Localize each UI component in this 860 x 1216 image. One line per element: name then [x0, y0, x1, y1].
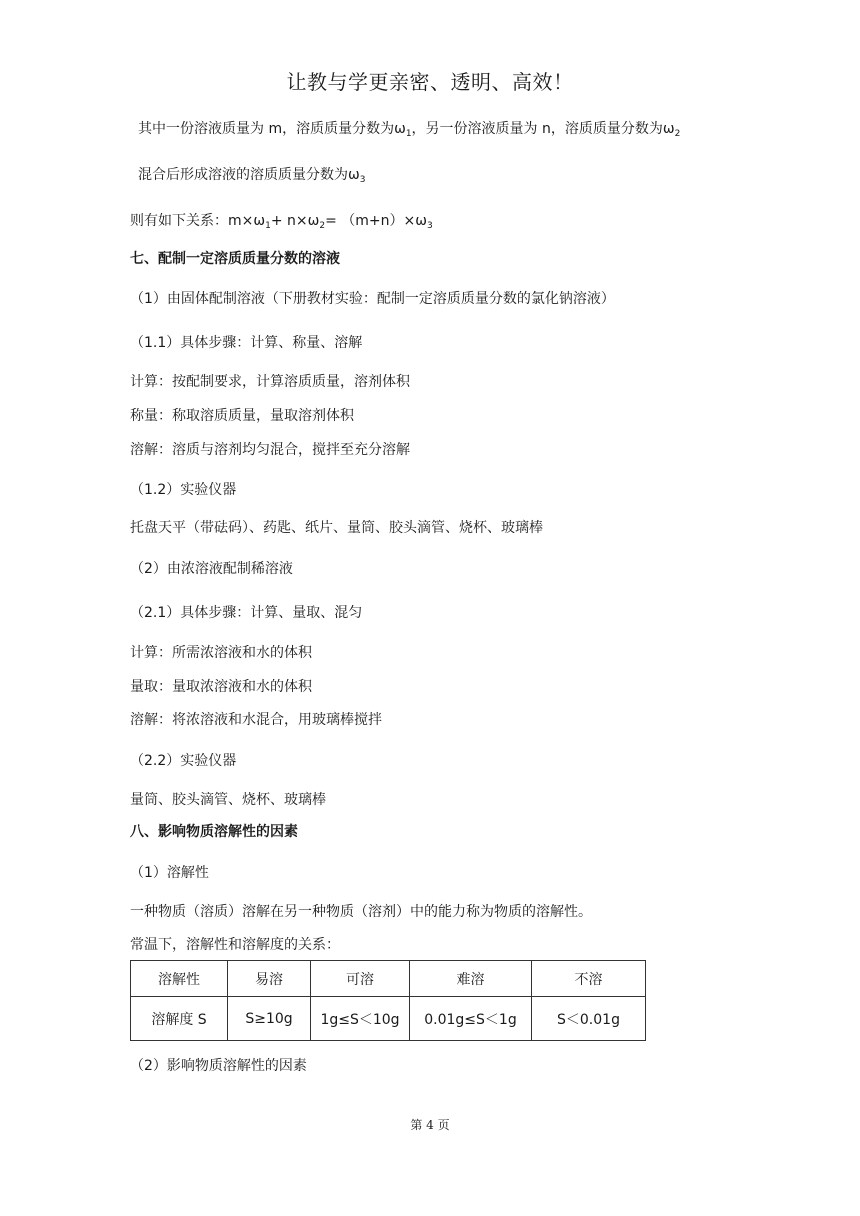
step-calc: 计算：按配制要求，计算溶质质量，溶剂体积 — [130, 374, 410, 390]
section8-p1: （1）溶解性 — [130, 865, 209, 881]
subscript: 2 — [674, 129, 681, 139]
formula-text: 混合后形成溶液的溶质质量分数为ω — [138, 167, 360, 183]
table-cell: S＜0.01g — [532, 997, 646, 1041]
table-header-cell: 不溶 — [532, 961, 646, 997]
formula-line-3 — [130, 210, 433, 231]
solubility-definition: 一种物质（溶质）溶解在另一种物质（溶剂）中的能力称为物质的溶解性。 — [130, 904, 592, 920]
table-header-cell: 难溶 — [410, 961, 532, 997]
formula-text: 则有如下关系：m×ω — [130, 213, 266, 229]
instruments-list-2: 量筒、胶头滴管、烧杯、玻璃棒 — [130, 792, 326, 808]
formula-text: ，另一份溶液质量为 n，溶质质量分数为ω — [411, 121, 675, 137]
step-measure-2: 量取：量取浓溶液和水的体积 — [130, 679, 312, 695]
table-cell: 1g≤S＜10g — [311, 997, 410, 1041]
table-header-cell: 可溶 — [311, 961, 410, 997]
solubility-table — [130, 960, 646, 1041]
subscript: 1 — [265, 221, 271, 231]
section7-p2-1: （2.1）具体步骤：计算、量取、混匀 — [130, 605, 363, 621]
table-header-cell: 易溶 — [228, 961, 311, 997]
table-cell: 溶解度 S — [131, 997, 228, 1041]
formula-line-2 — [138, 164, 365, 185]
subscript: 3 — [426, 221, 433, 231]
section7-heading: 七、配制一定溶质质量分数的溶液 — [130, 251, 340, 267]
instruments-list-1: 托盘天平（带砝码）、药匙、纸片、量筒、胶头滴管、烧杯、玻璃棒 — [130, 520, 543, 536]
section8-heading: 八、影响物质溶解性的因素 — [130, 824, 298, 840]
step-calc-2: 计算：所需浓溶液和水的体积 — [130, 645, 312, 661]
step-dissolve-2: 溶解：将浓溶液和水混合，用玻璃棒搅拌 — [130, 712, 382, 728]
table-row — [131, 997, 646, 1041]
page-header-title: 让教与学更亲密、透明、高效！ — [286, 70, 574, 94]
section7-p1: （1）由固体配制溶液（下册教材实验：配制一定溶质质量分数的氯化钠溶液） — [130, 291, 615, 307]
section7-p1-2: （1.2）实验仪器 — [130, 482, 237, 498]
subscript: 3 — [359, 175, 366, 185]
table-cell: S≥10g — [228, 997, 311, 1041]
subscript: 2 — [319, 221, 326, 231]
formula-text: = （m+n）×ω — [325, 213, 427, 229]
page-number: 第 4 页 — [410, 1118, 450, 1132]
table-cell: 0.01g≤S＜1g — [410, 997, 532, 1041]
formula-text: 其中一份溶液质量为 m，溶质质量分数为ω — [138, 121, 406, 137]
formula-text: + n×ω — [270, 213, 320, 229]
subscript: 1 — [405, 129, 412, 139]
formula-line-1 — [138, 118, 680, 139]
table-header-row — [131, 961, 646, 997]
section8-p2: （2）影响物质溶解性的因素 — [130, 1058, 307, 1074]
table-header-cell: 溶解性 — [131, 961, 228, 997]
solubility-relation: 常温下，溶解性和溶解度的关系： — [130, 937, 340, 953]
section7-p2: （2）由浓溶液配制稀溶液 — [130, 561, 293, 577]
section7-p2-2: （2.2）实验仪器 — [130, 753, 237, 769]
step-weigh: 称量：称取溶质质量，量取溶剂体积 — [130, 408, 354, 424]
section7-p1-1: （1.1）具体步骤：计算、称量、溶解 — [130, 335, 363, 351]
step-dissolve: 溶解：溶质与溶剂均匀混合，搅拌至充分溶解 — [130, 442, 410, 458]
